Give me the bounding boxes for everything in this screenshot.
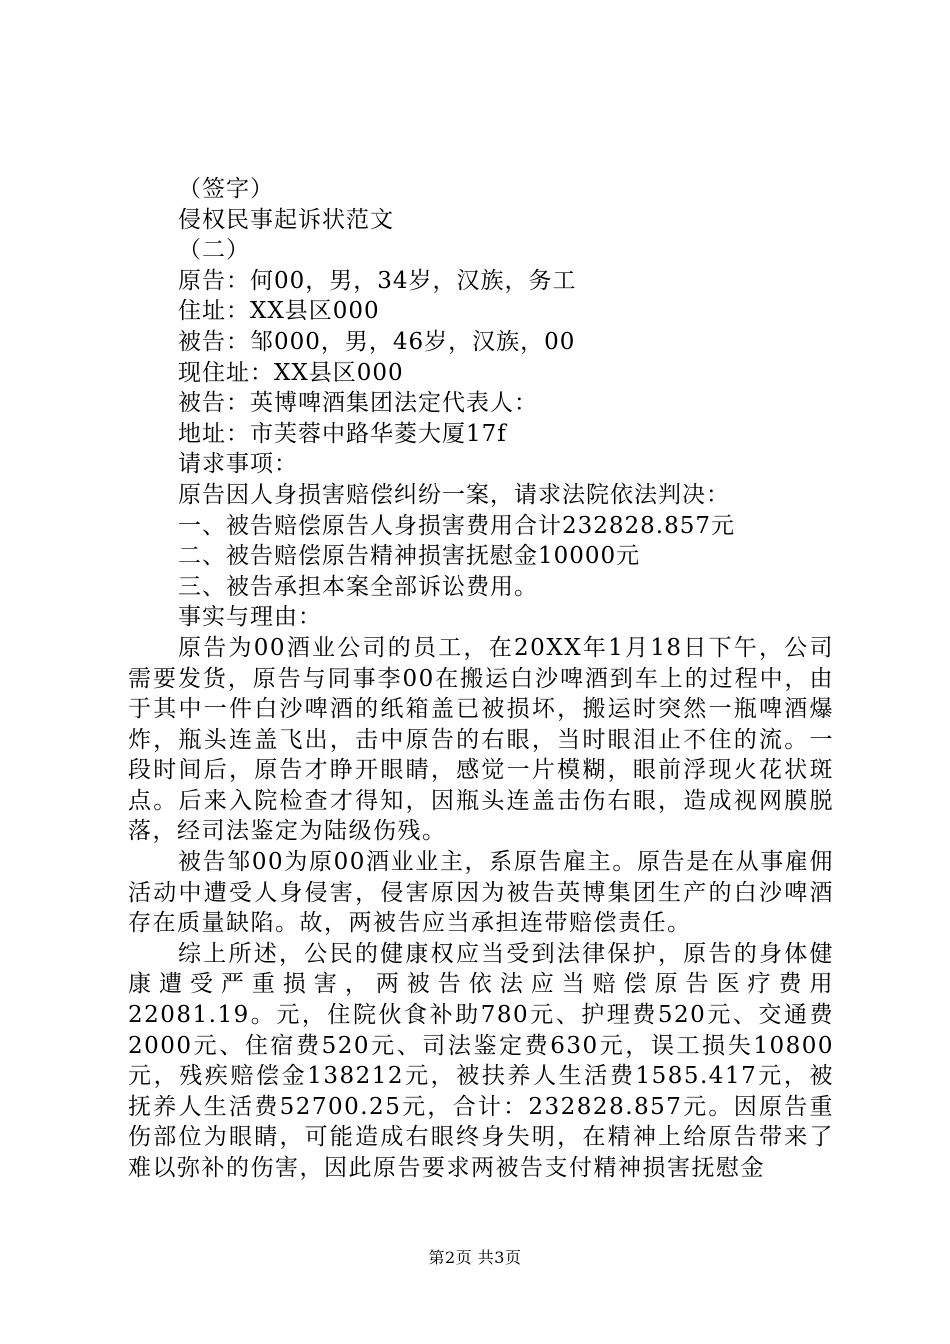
document-subtitle: （二） (178, 237, 250, 264)
plaintiff-info: 原告：何00，男，34岁，汉族，务工 (178, 267, 577, 294)
page-footer: 第2页 共3页 (428, 1248, 522, 1267)
facts-paragraph-2: 被告邹00为原00酒业业主，系原告雇主。原告是在从事雇佣活动中遭受人身侵害，侵害原因为被告英博集团生产的白沙啤酒存在质量缺陷。故，两被告应当承担连带赔偿责任。 (128, 849, 834, 937)
signature-line: （签字） (178, 176, 274, 202)
claims-intro: 原告因人身损害赔偿纠纷一案，请求法院依法判决： (178, 481, 730, 508)
claim-item-1: 一、被告赔偿原告人身损害费用合计232828.857元 (178, 512, 736, 539)
facts-paragraph-3: 综上所述，公民的健康权应当受到法律保护，原告的身体健康遭受严重损害，两被告依法应当赔偿原告医疗费用22081.19。元，住院伙食补助780元、护理费520元、交通费2000元、住宿费520元、司法鉴定费630元，误工损失10800元，残疾赔偿金138212元，被扶养人生活费1585.417元，被抚养人生活费52700.25元，合计：232828.857元。因原告重伤部位为眼睛，可能造成右眼终身失明，在精神上给原告带来了难以弥补的伤害，因此原告要求两被告支付精神损害抚慰金 (128, 940, 834, 1181)
defendant-2-info: 被告：英博啤酒集团法定代表人： (178, 390, 538, 417)
plaintiff-address: 住址：XX县区000 (178, 298, 380, 325)
document-title: 侵权民事起诉状范文 (178, 206, 394, 233)
claims-heading: 请求事项： (178, 451, 298, 478)
claim-item-3: 三、被告承担本案全部诉讼费用。 (178, 573, 538, 600)
document-body (128, 174, 834, 1184)
defendant-2-address: 地址：市芙蓉中路华菱大厦17f (178, 420, 507, 447)
facts-paragraph-1: 原告为00酒业公司的员工，在20XX年1月18日下午，公司需要发货，原告与同事李00在搬运白沙啤酒到车上的过程中，由于其中一件白沙啤酒的纸箱盖已被损坏，搬运时突然一瓶啤酒爆炸，瓶头连盖飞出，击中原告的右眼，当时眼泪止不住的流。一段时间后，原告才睁开眼睛，感觉一片模糊，眼前浮现火花状斑点。后来入院检查才得知，因瓶头连盖击伤右眼，造成视网膜脱落，经司法鉴定为陆级伤残。 (128, 634, 834, 845)
defendant-1-address: 现住址：XX县区000 (178, 359, 404, 386)
facts-heading: 事实与理由： (178, 604, 322, 631)
defendant-1-info: 被告：邹000，男，46岁，汉族，00 (178, 328, 576, 355)
claim-item-2: 二、被告赔偿原告精神损害抚慰金10000元 (178, 543, 641, 570)
